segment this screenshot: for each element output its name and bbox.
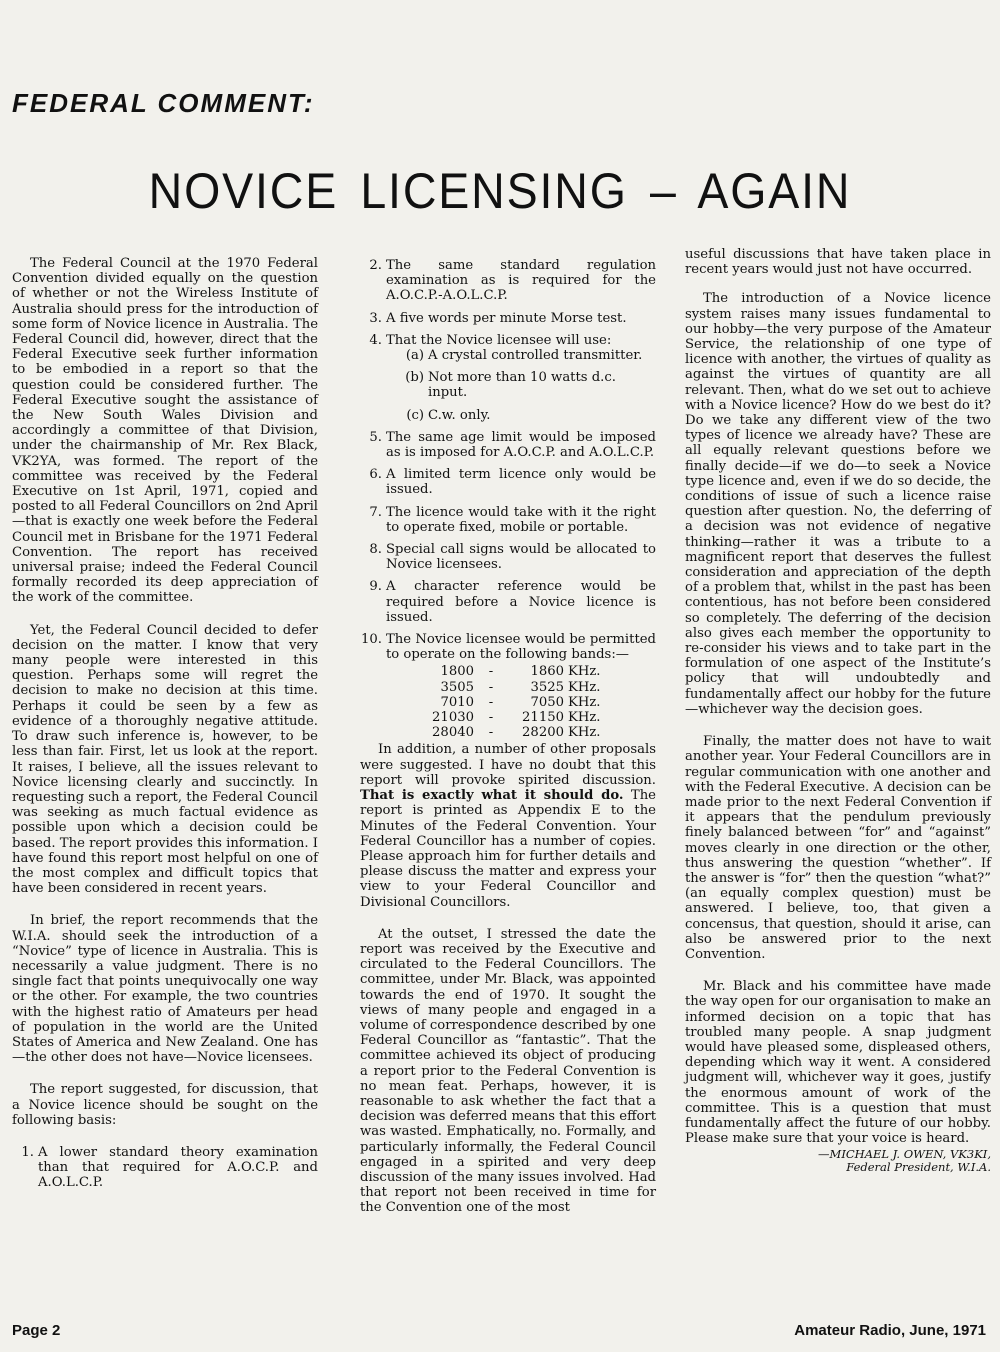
list-number: 1. [21,1144,34,1160]
band-high: 21150 [522,710,564,726]
paragraph: Mr. Black and his committee have made the way open for our organisation to make an informed decision on a topic that has troubled many people. A snap judgment would have pleased some, displeased others, depending which way it went. A considered judgment will, whichever way it goes, justify the enormous amount of work of the committee. This is a question that must fundamentally affect the future of our hobby. Please make sure that your voice is heard. [685,979,991,1147]
paragraph: Finally, the matter does not have to wait another year. Your Federal Councillors are in regular communication with one another and with the Federal Executive. A decision can be made prior to the next Federal Convention if it appears that the pendulum previously finely balanced between “for” and “against” moves clearly in one direction or the other, thus answering the question “whether”. If the answer is “for” then the question “what?” (an equally complex question) must be answered. I believe, too, that given a concensus, that question, should it arise, can also be answered prior to the next Convention. [685,734,991,962]
frequency-bands-table [422,664,601,740]
list-text: That the Novice licensee will use: [386,332,612,348]
list-item [360,505,656,535]
band-dash: - [488,694,494,710]
paragraph: The introduction of a Novice licence system raises many issues fundamental to our hobby—the very purpose of the Amateur Service, the relationship of one type of licence with another, the virtues of quality as against the virtues of quantity are all relevant. Then, what do we set out to achieve with a Novice licence? How do we best do it? Do we take any different view of the two types of licence we already have? These are all equally relevant questions before we finally decide—if we do—to seek a Novice type licence and, even if we do so decide, the conditions of issue of such a licence raise question after question. No, the deferring of a decision was not evidence of negative thinking—rather it was a tribute to a magnificent report that deserves the fullest consideration and appreciation of the depth of a problem that, whilst in the past has been contentious, has not before been considered so completely. The deferring of the decision also gives each member the opportunity to re-consider his views and to take part in the formulation of one aspect of the Institute’s policy that will undoubtedly and fundamentally affect our hobby for the future—whichever way the decision goes. [685,291,991,717]
sub-list-text: A crystal controlled transmitter. [428,348,643,364]
band-row [422,680,601,695]
band-low: 1800 [440,664,474,680]
sub-list-text: C.w. only. [428,407,491,423]
paragraph: The report suggested, for discussion, that a Novice licence should be sought on the following basis: [12,1082,318,1128]
band-row [422,664,601,679]
band-low: 3505 [440,679,474,695]
section-kicker: FEDERAL COMMENT: [12,88,315,118]
paragraph: The Federal Council at the 1970 Federal Convention divided equally on the question of whether or not the Wireless Institute of Australia should press for the introduction of some form of Novice licence in Australia. The Federal Council did, however, direct that the Federal Executive seek further information to be embodied in a report so that the question could be considered further. The Federal Executive sought the assistance of the New South Wales Division and accordingly a committee of that Division, under the chairmanship of Mr. Rex Black, VK2YA, was formed. The report of the committee was received by the Federal Executive on 1st April, 1971, copied and posted to all Federal Councillors on 2nd April—that is exactly one week before the Federal Council met in Brisbane for the 1971 Federal Convention. The report has received universal praise; indeed the Federal Council formally recorded its deep appreciation of the work of the committee. [12,256,318,606]
list-number: 7. [369,504,382,520]
paragraph: useful discussions that have taken place in recent years would just not have occurred. [685,247,991,278]
list-text: A limited term licence only would be issued. [386,467,656,498]
sub-list-item [402,408,656,423]
list-item [360,430,656,460]
list-item [360,579,656,625]
article-column-1 [12,256,318,1198]
list-text: A lower standard theory examination than that required for A.O.C.P. and A.O.L.C.P. [38,1144,318,1191]
list-number: 2. [369,258,382,273]
list-item [360,632,656,662]
basis-list [360,258,656,662]
paragraph: At the outset, I stressed the date the report was received by the Executive and circulated to the Federal Councillors. The committee, under Mr. Black, was appointed towards the end of 1970. It sought the views of many people and engaged in a volume of correspondence described by one Federal Councillor as “fantastic”. That the committee achieved its object of producing a report prior to the Federal Convention is no mean feat. Perhaps, however, it is reasonable to ask whether the fact that a decision was deferred means that this effort was wasted. Emphatically, no. Formally, and particularly informally, the Federal Council engaged in a spirited and very deep discussion of the many issues involved. Had that report not been received in time for the Convention one of the most [360,926,657,1216]
band-dash: - [488,725,494,741]
signature-block [685,1148,991,1174]
list-text: The same age limit would be imposed as is imposed for A.O.C.P. and A.O.L.C.P. [386,429,656,461]
list-number: 4. [369,332,382,348]
basis-list [12,1145,318,1191]
band-unit: KHz. [568,710,601,726]
band-unit: KHz. [568,725,601,741]
band-dash: - [488,664,494,680]
list-number: 3. [369,310,382,326]
emphasis-text: That is exactly what it should do. [360,788,624,804]
list-item [360,311,656,326]
article-column-3 [685,247,991,1174]
text-run: In addition, a number of other proposals were suggested. I have no doubt that this report will provoke spirited discussion. [360,742,656,788]
list-number: 6. [369,467,382,483]
band-row [422,710,601,725]
list-number: 9. [369,579,382,595]
sub-list-letter: (c) [406,407,424,423]
band-row [422,695,601,710]
band-dash: - [488,679,494,695]
list-item [360,467,656,497]
band-high: 3525 [530,679,564,695]
list-text: A five words per minute Morse test. [386,310,627,326]
band-dash: - [488,710,494,726]
paragraph: In brief, the report recommends that the W.I.A. should seek the introduction of a “Novice” type of licence in Australia. This is necessarily a value judgment. There is no single fact that points unequivocally one way or the other. For example, the two countries with the highest ratio of Amateurs per head of population in the world are the United States of America and New Zealand. One has—the other does not have—Novice licensees. [12,913,318,1066]
list-item [360,542,656,572]
band-low: 21030 [432,710,474,726]
sub-list-letter: (a) [405,348,424,364]
list-text: A character reference would be required before a Novice licence is issued. [386,579,656,625]
sub-list-letter: (b) [405,370,424,386]
sub-list [386,348,656,423]
band-high: 28200 [522,725,564,741]
signature-title: Federal President, W.I.A. [846,1160,991,1175]
list-item [12,1145,318,1191]
list-text: Special call signs would be allocated to Novice licensees. [386,542,656,573]
list-number: 8. [369,542,382,558]
publication-date: Amateur Radio, June, 1971 [794,1322,986,1339]
paragraph: Yet, the Federal Council decided to defer decision on the matter. I know that very many people were interested in this question. Perhaps some will regret the decision to make no decision at this time. Perhaps it could be seen by a few as evidence of a thoroughly negative attitude. To draw such inference is, however, to be less than fair. First, let us look at the report. It raises, I believe, all the issues relevant to Novice licensing clearly and succinctly. In requesting such a report, the Federal Council was seeking as much factual evidence as possible upon which a decision could be based. The report provides this information. I have found this report most helpful on one of the most complex and difficult topics that have been considered in recent years. [12,622,318,897]
list-item [360,258,656,304]
list-number: 10. [361,632,382,648]
band-unit: KHz. [568,679,601,695]
sub-list-item [402,370,656,400]
article-headline: NOVICE LICENSING – AGAIN [148,163,852,219]
sub-list-item [402,348,656,363]
text-run: The report is printed as Appendix E to the Minutes of the Federal Convention. Your Federal Councillor has a number of copies. Please approach him for further details and please discuss the matter and express your view to your Federal Councillor and Divisional Councillors. [360,788,656,910]
band-unit: KHz. [568,664,601,680]
paragraph [360,742,656,909]
article-column-2 [360,258,656,1233]
sub-list-text: Not more than 10 watts d.c. input. [428,370,616,401]
band-row [422,725,601,740]
page-number: Page 2 [12,1322,61,1339]
band-unit: KHz. [568,694,601,710]
list-text: The same standard regulation examination as is required for the A.O.C.P.-A.O.L.C.P. [386,258,656,304]
list-item [360,333,656,423]
list-text: The Novice licensee would be permitted to operate on the following bands:— [386,632,656,663]
band-low: 7010 [440,694,474,710]
band-high: 7050 [530,694,564,710]
list-text: The licence would take with it the right to operate fixed, mobile or portable. [386,504,656,535]
signature-name: —MICHAEL J. OWEN, VK3KI, [818,1147,991,1162]
list-number: 5. [369,429,382,445]
band-high: 1860 [530,664,564,680]
band-low: 28040 [432,725,474,741]
